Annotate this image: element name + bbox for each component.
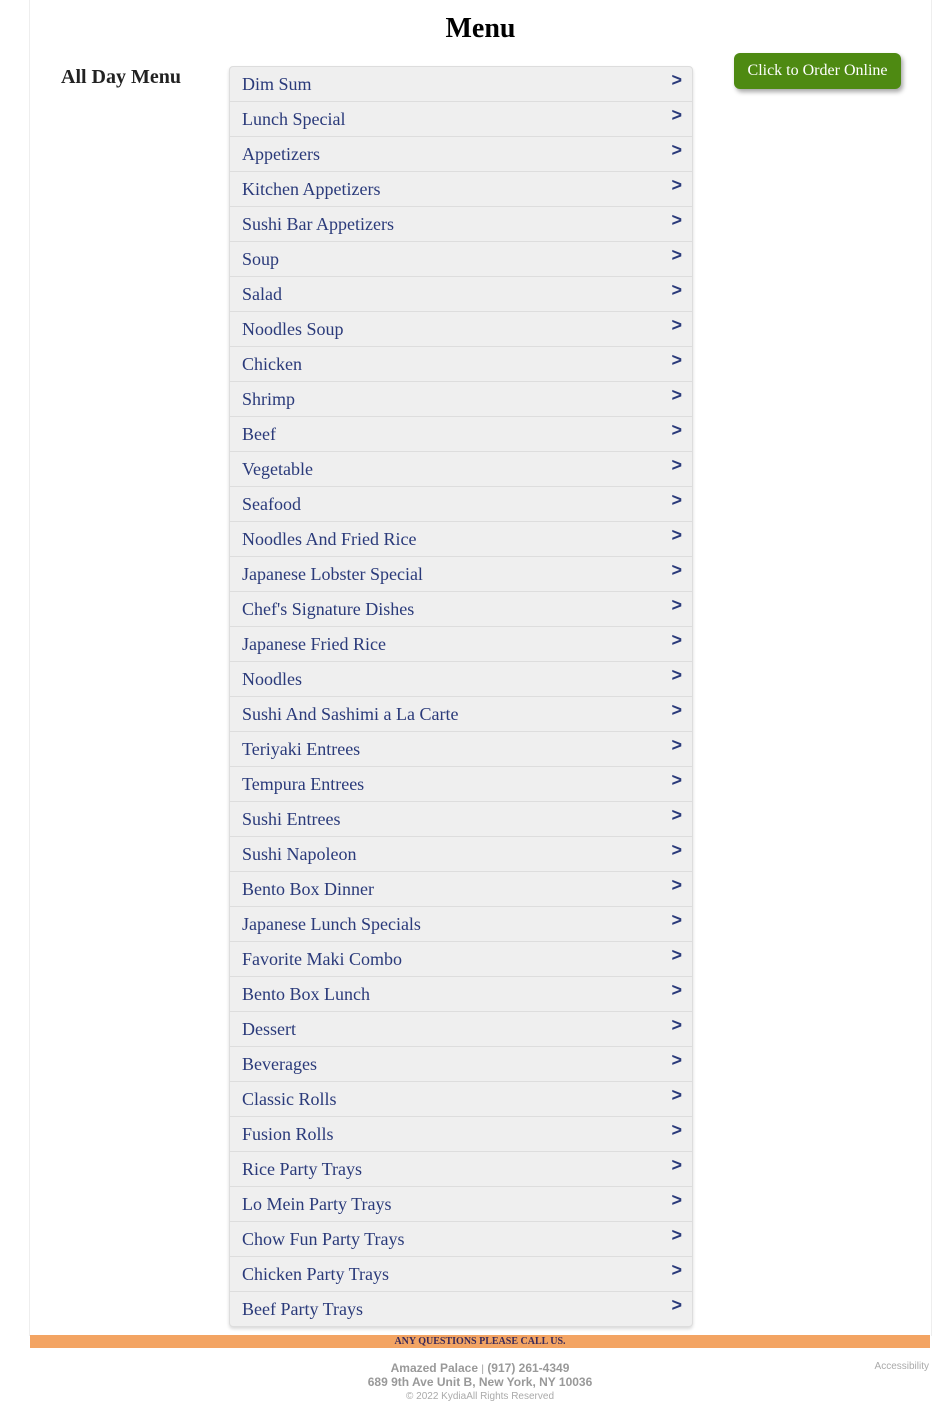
menu-category-item[interactable] bbox=[230, 942, 692, 977]
menu-category-item[interactable] bbox=[230, 1117, 692, 1152]
chevron-right-icon: > bbox=[671, 175, 682, 195]
category-label: Japanese Lobster Special bbox=[242, 564, 423, 584]
restaurant-name: Amazed Palace bbox=[390, 1361, 479, 1375]
chevron-right-icon: > bbox=[671, 1120, 682, 1140]
menu-category-item[interactable] bbox=[230, 1012, 692, 1047]
menu-category-item[interactable] bbox=[230, 1222, 692, 1257]
chevron-right-icon: > bbox=[671, 315, 682, 335]
category-label: Tempura Entrees bbox=[242, 774, 365, 794]
category-label: Sushi Bar Appetizers bbox=[242, 214, 394, 234]
menu-category-item[interactable] bbox=[230, 347, 692, 382]
category-label: Bento Box Dinner bbox=[242, 879, 374, 899]
chevron-right-icon: > bbox=[671, 245, 682, 265]
chevron-right-icon: > bbox=[671, 1260, 682, 1280]
category-label: Chef's Signature Dishes bbox=[242, 599, 415, 619]
chevron-right-icon: > bbox=[671, 595, 682, 615]
category-label: Chicken Party Trays bbox=[242, 1264, 390, 1284]
menu-page bbox=[29, 0, 932, 1336]
chevron-right-icon: > bbox=[671, 455, 682, 475]
chevron-right-icon: > bbox=[671, 70, 682, 90]
chevron-right-icon: > bbox=[671, 735, 682, 755]
chevron-right-icon: > bbox=[671, 1190, 682, 1210]
menu-section-label: All Day Menu bbox=[61, 66, 181, 88]
category-label: Soup bbox=[242, 249, 280, 269]
address: 689 9th Ave Unit B, New York, NY 10036 bbox=[367, 1375, 593, 1389]
chevron-right-icon: > bbox=[671, 700, 682, 720]
menu-category-item[interactable] bbox=[230, 872, 692, 907]
category-label: Noodles Soup bbox=[242, 319, 344, 339]
category-label: Vegetable bbox=[242, 459, 313, 479]
menu-category-item[interactable] bbox=[230, 592, 692, 627]
menu-category-item[interactable] bbox=[230, 662, 692, 697]
menu-category-item[interactable] bbox=[230, 907, 692, 942]
chevron-right-icon: > bbox=[671, 1015, 682, 1035]
menu-category-item[interactable] bbox=[230, 487, 692, 522]
category-label: Seafood bbox=[242, 494, 301, 514]
menu-category-item[interactable] bbox=[230, 102, 692, 137]
chevron-right-icon: > bbox=[671, 525, 682, 545]
chevron-right-icon: > bbox=[671, 140, 682, 160]
menu-category-item[interactable] bbox=[230, 172, 692, 207]
menu-category-item[interactable] bbox=[230, 977, 692, 1012]
menu-category-item[interactable] bbox=[230, 277, 692, 312]
category-label: Shrimp bbox=[242, 389, 296, 409]
menu-category-item[interactable] bbox=[230, 627, 692, 662]
chevron-right-icon: > bbox=[671, 490, 682, 510]
menu-category-item[interactable] bbox=[230, 452, 692, 487]
category-label: Sushi Napoleon bbox=[242, 844, 357, 864]
chevron-right-icon: > bbox=[671, 1155, 682, 1175]
menu-category-item[interactable] bbox=[230, 1292, 692, 1326]
menu-category-item[interactable] bbox=[230, 137, 692, 172]
category-label: Sushi Entrees bbox=[242, 809, 341, 829]
menu-category-item[interactable] bbox=[230, 697, 692, 732]
category-label: Bento Box Lunch bbox=[242, 984, 370, 1004]
copyright-year: © 2022 bbox=[405, 1391, 439, 1402]
category-label: Noodles And Fried Rice bbox=[242, 529, 417, 549]
category-label: Beef Party Trays bbox=[242, 1299, 363, 1319]
category-label: Chicken bbox=[242, 354, 302, 374]
category-label: Favorite Maki Combo bbox=[242, 949, 402, 969]
category-label: Beverages bbox=[242, 1054, 317, 1074]
kydia-link[interactable]: Kydia bbox=[441, 1391, 467, 1402]
category-label: Rice Party Trays bbox=[242, 1159, 363, 1179]
category-label: Lunch Special bbox=[242, 109, 346, 129]
category-label: Classic Rolls bbox=[242, 1089, 337, 1109]
accessibility-link[interactable]: Accessibility bbox=[874, 1361, 929, 1372]
category-label: Japanese Fried Rice bbox=[242, 634, 386, 654]
call-us-banner: ANY QUESTIONS PLEASE CALL US. bbox=[30, 1335, 930, 1348]
chevron-right-icon: > bbox=[671, 420, 682, 440]
order-online-button[interactable]: Click to Order Online bbox=[734, 53, 901, 89]
chevron-right-icon: > bbox=[671, 350, 682, 370]
chevron-right-icon: > bbox=[671, 1050, 682, 1070]
menu-category-item[interactable] bbox=[230, 732, 692, 767]
chevron-right-icon: > bbox=[671, 910, 682, 930]
menu-category-item[interactable] bbox=[230, 417, 692, 452]
footer-contact bbox=[0, 1361, 945, 1375]
separator: | bbox=[481, 1364, 484, 1375]
menu-category-item[interactable] bbox=[230, 207, 692, 242]
chevron-right-icon: > bbox=[671, 630, 682, 650]
category-label: Chow Fun Party Trays bbox=[242, 1229, 405, 1249]
menu-category-item[interactable] bbox=[230, 67, 692, 102]
chevron-right-icon: > bbox=[671, 805, 682, 825]
category-label: Kitchen Appetizers bbox=[242, 179, 381, 199]
category-label: Sushi And Sashimi a La Carte bbox=[242, 704, 459, 724]
chevron-right-icon: > bbox=[671, 1085, 682, 1105]
chevron-right-icon: > bbox=[671, 980, 682, 1000]
menu-category-item[interactable] bbox=[230, 1047, 692, 1082]
phone-link[interactable]: (917) 261-4349 bbox=[487, 1361, 570, 1375]
chevron-right-icon: > bbox=[671, 770, 682, 790]
category-list bbox=[229, 66, 693, 1327]
menu-category-item[interactable] bbox=[230, 1082, 692, 1117]
category-label: Noodles bbox=[242, 669, 302, 689]
menu-category-item[interactable] bbox=[230, 242, 692, 277]
chevron-right-icon: > bbox=[671, 105, 682, 125]
chevron-right-icon: > bbox=[671, 1225, 682, 1245]
menu-category-item[interactable] bbox=[230, 837, 692, 872]
chevron-right-icon: > bbox=[671, 945, 682, 965]
chevron-right-icon: > bbox=[671, 280, 682, 300]
copyright bbox=[0, 1391, 945, 1402]
menu-category-item[interactable] bbox=[230, 1152, 692, 1187]
menu-category-item[interactable] bbox=[230, 522, 692, 557]
category-label: Dessert bbox=[242, 1019, 296, 1039]
chevron-right-icon: > bbox=[671, 1295, 682, 1315]
chevron-right-icon: > bbox=[671, 665, 682, 685]
menu-category-item[interactable] bbox=[230, 382, 692, 417]
menu-category-item[interactable] bbox=[230, 1257, 692, 1292]
chevron-right-icon: > bbox=[671, 385, 682, 405]
category-label: Fusion Rolls bbox=[242, 1124, 334, 1144]
category-label: Lo Mein Party Trays bbox=[242, 1194, 392, 1214]
menu-category-item[interactable] bbox=[230, 1187, 692, 1222]
chevron-right-icon: > bbox=[671, 840, 682, 860]
chevron-right-icon: > bbox=[671, 560, 682, 580]
category-label: Appetizers bbox=[242, 144, 320, 164]
menu-category-item[interactable] bbox=[230, 767, 692, 802]
menu-category-item[interactable] bbox=[230, 557, 692, 592]
category-label: Beef bbox=[242, 424, 276, 444]
menu-category-item[interactable] bbox=[230, 312, 692, 347]
category-label: Salad bbox=[242, 284, 282, 304]
chevron-right-icon: > bbox=[671, 875, 682, 895]
category-label: Teriyaki Entrees bbox=[242, 739, 361, 759]
chevron-right-icon: > bbox=[671, 210, 682, 230]
category-label: Dim Sum bbox=[242, 74, 312, 94]
rights-text: All Rights Reserved bbox=[466, 1391, 554, 1402]
page-title: Menu bbox=[445, 13, 516, 44]
menu-category-item[interactable] bbox=[230, 802, 692, 837]
category-label: Japanese Lunch Specials bbox=[242, 914, 421, 934]
